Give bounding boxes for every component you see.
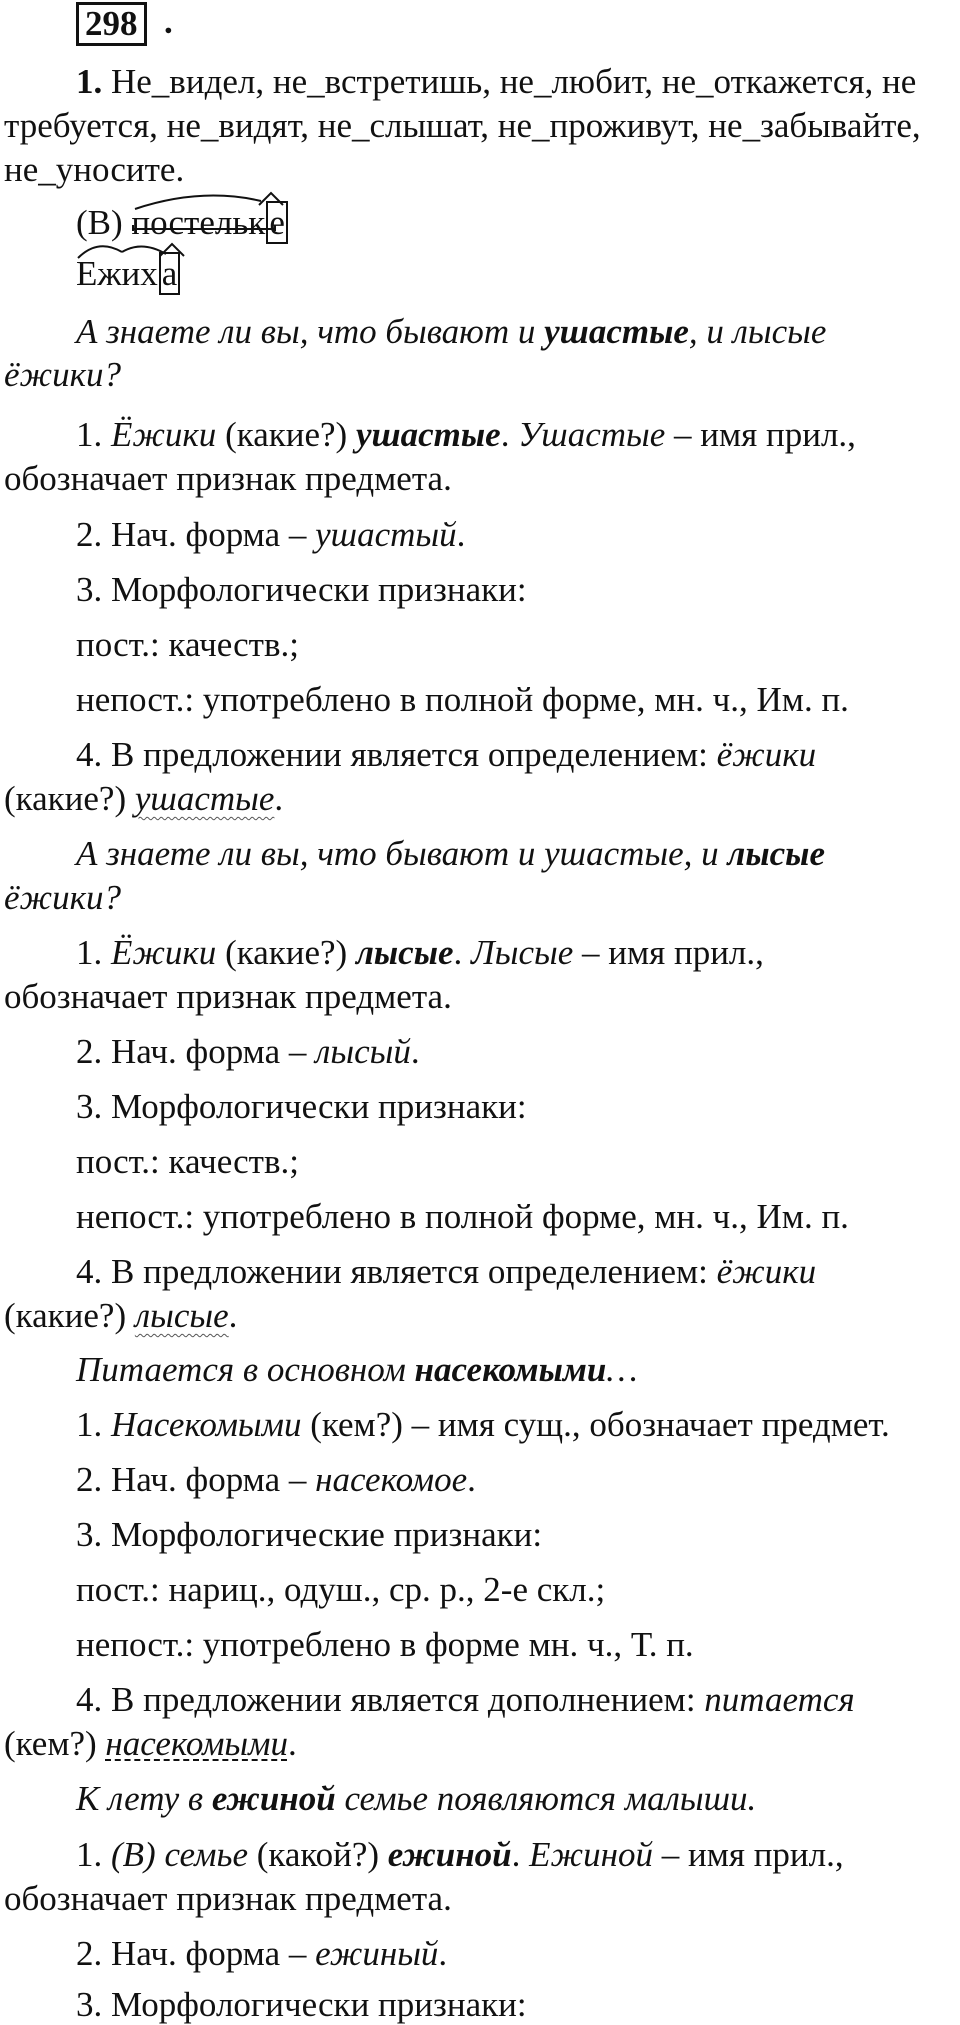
morpheme-word-2: Ежих а bbox=[76, 254, 180, 294]
block3-question: Питается в основном насекомыми… bbox=[76, 1350, 638, 1389]
block4-point2: 2. Нач. форма – ежиный. bbox=[76, 1934, 448, 1973]
prefix-label: (В) bbox=[76, 203, 123, 242]
task1-line2: требуется, не_видят, не_слышат, не_проживут, не_забывайте, bbox=[4, 106, 921, 145]
block3-point3-var: непост.: употреблено в форме мн. ч., Т. п. bbox=[76, 1625, 694, 1664]
task1-line1: 1. Не_видел, не_встретишь, не_любит, не_откажется, не bbox=[76, 62, 917, 101]
block1-point1-line1: 1. Ёжики (какие?) ушастые. Ушастые – имя прил., bbox=[76, 415, 856, 454]
block4-point1-line1: 1. (В) семье (какой?) ежиной. Ежиной – имя прил., bbox=[76, 1835, 844, 1874]
block1-question-line1: А знаете ли вы, что бывают и ушастые, и лысые bbox=[76, 312, 827, 351]
block2-point4-line1: 4. В предложении является определением: ёжики bbox=[76, 1252, 817, 1291]
block4-question: К лету в ежиной семье появляются малыши. bbox=[76, 1779, 757, 1818]
root-suffix-arc-icon bbox=[131, 183, 301, 213]
object-underline: насекомыми bbox=[105, 1724, 288, 1763]
block2-point4-line2: (какие?) лысые. bbox=[4, 1296, 238, 1335]
task1-line3: не_уносите. bbox=[4, 150, 185, 189]
block1-question-line2: ёжики? bbox=[4, 355, 121, 394]
attribute-underline: лысые bbox=[134, 1296, 229, 1335]
block2-question-line2: ёжики? bbox=[4, 878, 121, 917]
block3-point1: 1. Насекомыми (кем?) – имя сущ., обозначает предмет. bbox=[76, 1405, 890, 1444]
block3-point3-const: пост.: нариц., одуш., ср. р., 2-е скл.; bbox=[76, 1570, 606, 1609]
block1-point2: 2. Нач. форма – ушастый. bbox=[76, 515, 466, 554]
exercise-number-dot: . bbox=[164, 2, 173, 41]
block4-point3: 3. Морфологически признаки: bbox=[76, 1985, 527, 2024]
block2-point3-var: непост.: употреблено в полной форме, мн. ч., Им. п. bbox=[76, 1197, 849, 1236]
block2-point1-line1: 1. Ёжики (какие?) лысые. Лысые – имя прил., bbox=[76, 933, 764, 972]
exercise-number-box bbox=[76, 2, 147, 46]
ending-box-2: а bbox=[159, 252, 181, 295]
block1-point3: 3. Морфологически признаки: bbox=[76, 570, 527, 609]
block2-point1-line2: обозначает признак предмета. bbox=[4, 977, 452, 1016]
block1-point3-var: непост.: употреблено в полной форме, мн. ч., Им. п. bbox=[76, 680, 849, 719]
block3-point3: 3. Морфологические признаки: bbox=[76, 1515, 543, 1554]
block1-point4-line2: (какие?) ушастые. bbox=[4, 779, 284, 818]
attribute-underline: ушастые bbox=[134, 779, 275, 818]
block4-point1-line2: обозначает признак предмета. bbox=[4, 1879, 452, 1918]
block3-point2: 2. Нач. форма – насекомое. bbox=[76, 1460, 476, 1499]
block3-point4-line1: 4. В предложении является дополнением: питается bbox=[76, 1680, 855, 1719]
block2-point2: 2. Нач. форма – лысый. bbox=[76, 1032, 420, 1071]
morpheme-line-2 bbox=[76, 254, 180, 294]
ending-box-1: е bbox=[266, 201, 288, 244]
morpheme-word-1: постельк е bbox=[131, 203, 287, 243]
exercise-number: 298 bbox=[85, 4, 138, 43]
block2-point3: 3. Морфологически признаки: bbox=[76, 1087, 527, 1126]
block3-point4-line2: (кем?) насекомыми. bbox=[4, 1724, 297, 1763]
block1-point1-line2: обозначает признак предмета. bbox=[4, 459, 452, 498]
block1-point4-line1: 4. В предложении является определением: ёжики bbox=[76, 735, 817, 774]
block2-point3-const: пост.: качеств.; bbox=[76, 1142, 299, 1181]
block1-point3-const: пост.: качеств.; bbox=[76, 625, 299, 664]
block2-question-line1: А знаете ли вы, что бывают и ушастые, и лысые bbox=[76, 834, 825, 873]
root-suffix-arc-icon bbox=[76, 234, 206, 264]
